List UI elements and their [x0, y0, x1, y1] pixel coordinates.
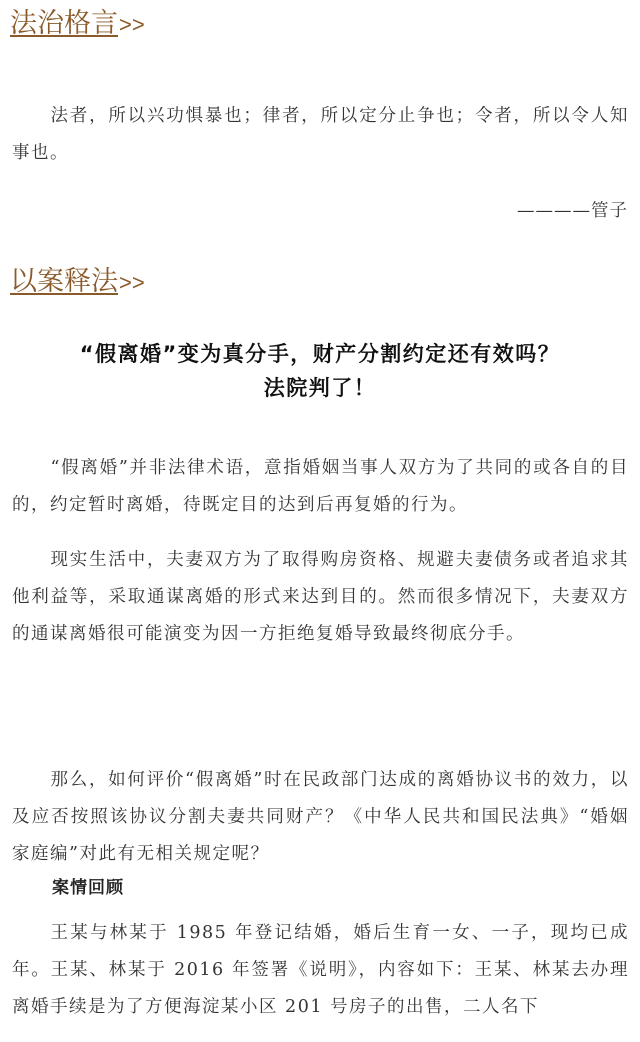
case-review-subheading: 案情回顾	[52, 878, 124, 898]
section-header-motto	[10, 6, 145, 42]
quote-text: 法者，所以兴功惧暴也；律者，所以定分止争也；令者，所以令人知事也。	[12, 106, 629, 163]
quote-author: ————管子	[517, 201, 628, 221]
section-header-case	[10, 264, 145, 300]
article-title	[0, 337, 640, 405]
article-title-line2: 法院判了！	[263, 376, 377, 400]
section-title-case: 以案释法	[10, 266, 118, 296]
double-chevron-icon: >>	[119, 270, 145, 295]
double-chevron-icon: >>	[119, 12, 145, 37]
section-title-motto: 法治格言	[10, 8, 118, 38]
article-paragraph: 那么，如何评价“假离婚”时在民政部门达成的离婚协议书的效力，以及应否按照该协议分割夫妻共同财产？《中华人民共和国民法典》“婚姻家庭编”对此有无相关规定呢？	[12, 770, 629, 864]
article-paragraph: 现实生活中，夫妻双方为了取得购房资格、规避夫妻债务或者追求其他利益等，采取通谋离婚的形式来达到目的。然而很多情况下，夫妻双方的通谋离婚很可能演变为因一方拒绝复婚导致最终彻底分手。	[12, 550, 629, 644]
article-paragraph: “假离婚”并非法律术语，意指婚姻当事人双方为了共同的或各自的目的，约定暂时离婚，待既定目的达到后再复婚的行为。	[12, 458, 629, 515]
case-paragraph: 王某与林某于 1985 年登记结婚，婚后生育一女、一子，现均已成年。王某、林某于 2016 年签署《说明》，内容如下：王某、林某去办理离婚手续是为了方便海淀某小区 201 号房子的出售，二人名下	[12, 923, 629, 1017]
article-title-line1: “假离婚”变为真分手，财产分割约定还有效吗？	[79, 342, 561, 366]
